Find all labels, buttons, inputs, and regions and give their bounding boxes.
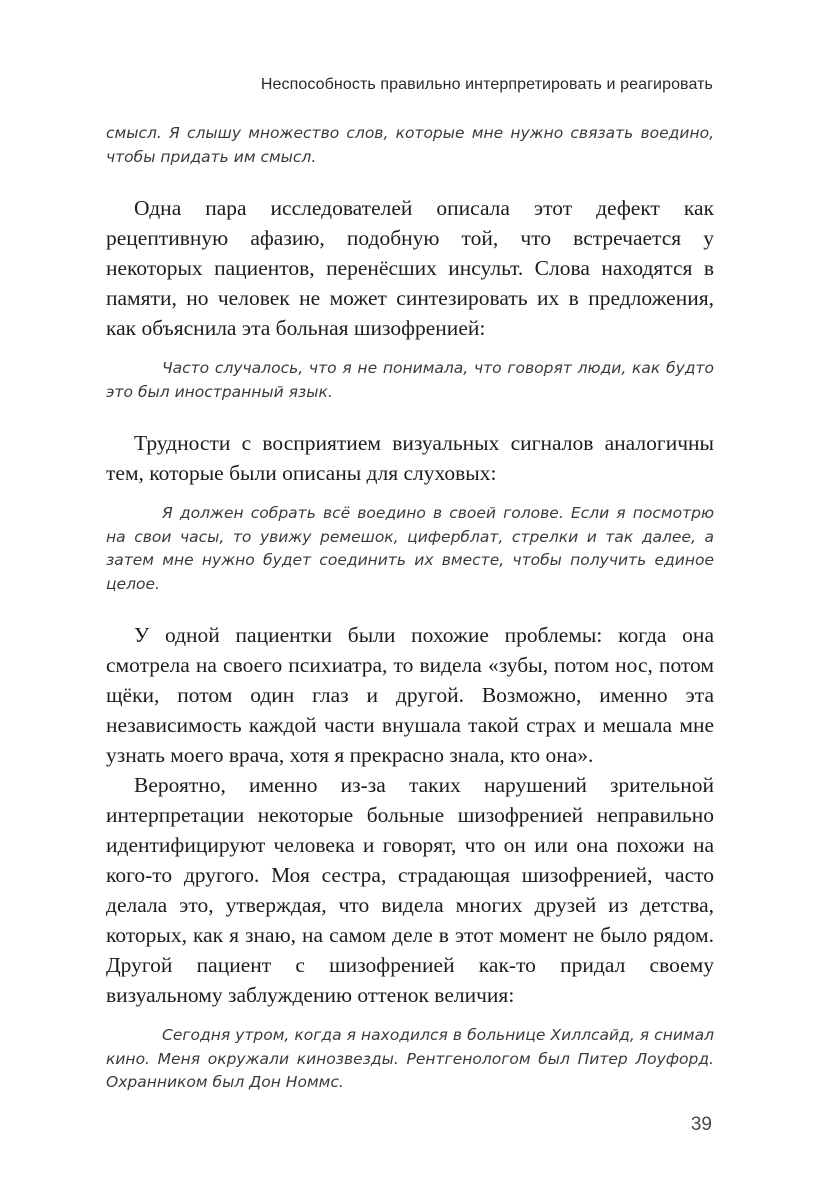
paragraph-psychiatrist-face: У одной пациентки были похожие проблемы: когда она смотрела на своего психиатра, то видела «зубы, потом нос, потом щёки, потом один глаз и другой. Возможно, именно эта независимость каждой части внушала такой страх и мешала мне узнать моего врача, хотя я прекрасно знала, кто она». [106,623,714,767]
quote-foreign-language: Часто случалось, что я не понимала, что говорят люди, как будто это был иностранный язык. [106,359,714,401]
paragraph-misidentification: Вероятно, именно из-за таких нарушений зрительной интерпретации некоторые больные шизофренией неправильно идентифицируют человека и говорят, что он или она похожи на кого-то другого. Моя сестра, страдающая шизофренией, часто делала это, утверждая, что видела многих друзей из детства, которых, как я знаю, на самом деле в этот момент не было рядом. Другой пациент с шизофренией как-то придал своему визуальному заблуждению оттенок величия: [106,773,714,1007]
page-content [106,122,714,1095]
paragraph-receptive-aphasia: Одна пара исследователей описала этот дефект как рецептивную афазию, подобную той, что встречается у некоторых пациентов, перенёсших инсульт. Слова находятся в памяти, но человек не может синтезировать их в предложения, как объяснила эта больная шизофренией: [106,196,714,340]
page-number: 39 [690,1114,712,1135]
paragraph-visual-signals: Трудности с восприятием визуальных сигналов аналогичны тем, которые были описаны для слуховых: [106,431,714,485]
quote-continuation: смысл. Я слышу множество слов, которые мне нужно связать воедино, чтобы придать им смысл. [106,124,714,166]
running-head: Неспособность правильно интерпретировать и реагировать [260,76,713,93]
quote-watch: Я должен собрать всё воедино в своей голове. Если я посмотрю на свои часы, то увижу ремешок, циферблат, стрелки и так далее, а затем мне нужно будет соединить их вместе, чтобы получить единое целое. [106,504,714,593]
quote-hillside-hospital: Сегодня утром, когда я находился в больнице Хиллсайд, я снимал кино. Меня окружали кинозвезды. Рентгенологом был Питер Лоуфорд. Охранником был Дон Номмс. [106,1026,714,1091]
